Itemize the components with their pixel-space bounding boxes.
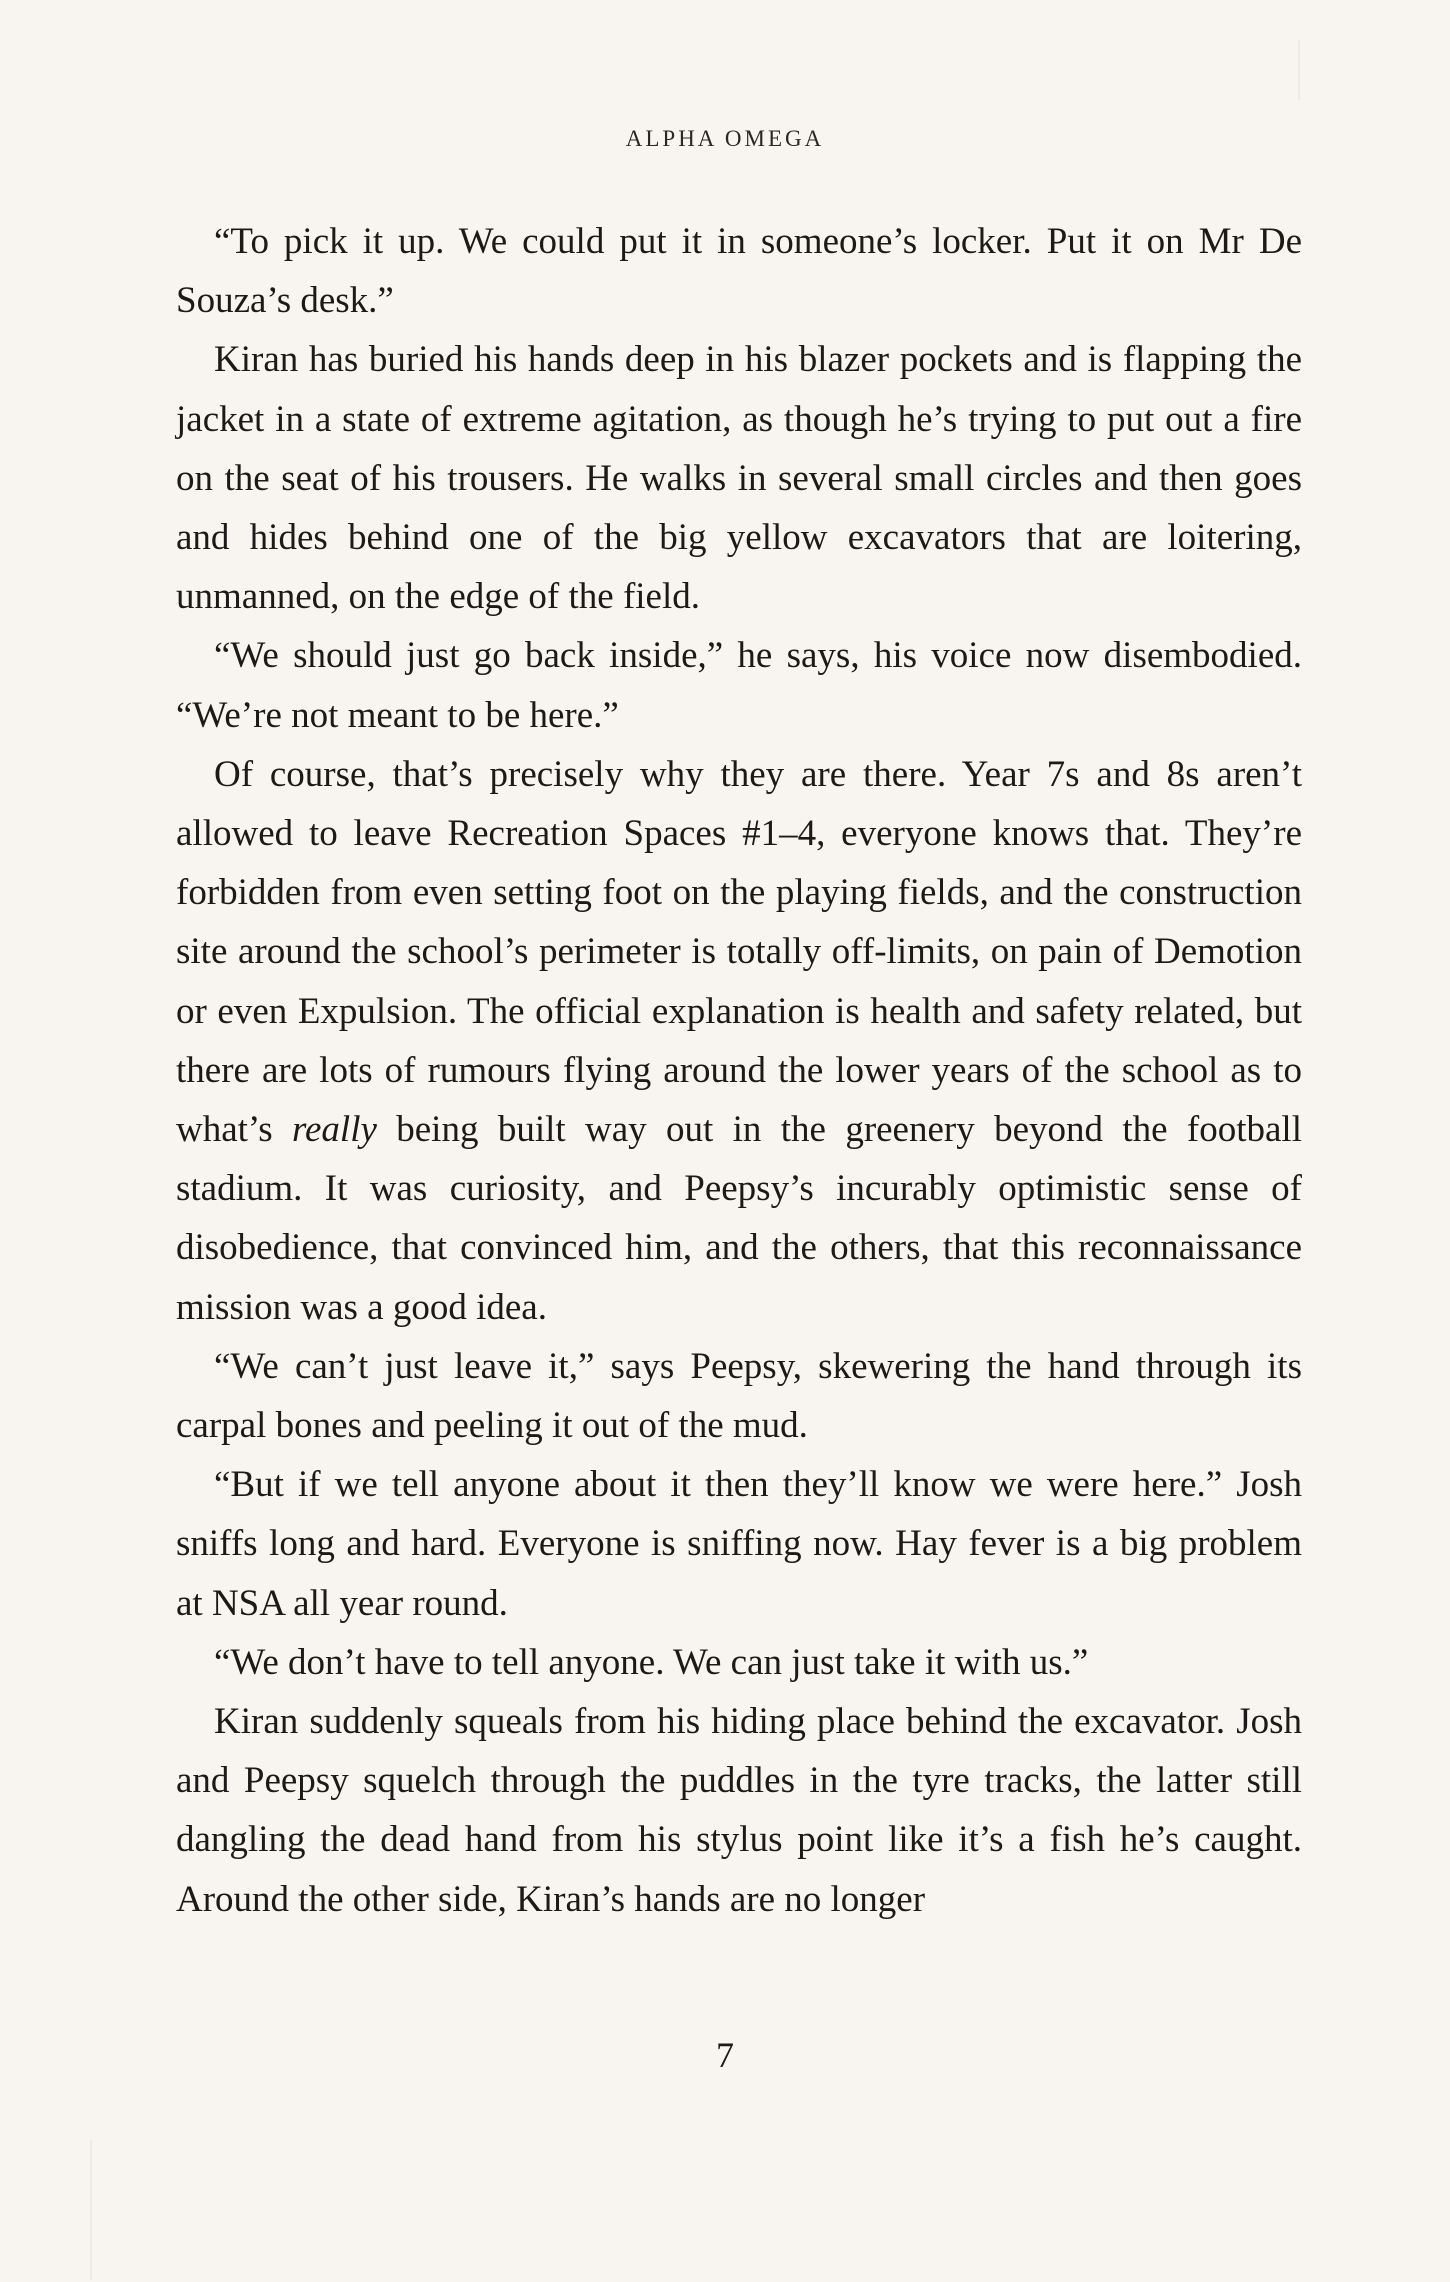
paragraph: Kiran has buried his hands deep in his blazer pockets and is flapping the jacket in a state of extreme agitation, as though he’s trying to put out a fire on the seat of his trousers. He walks in several small circles and then goes and hides behind one of the big yellow excavators that are loitering, unmanned, on the edge of the field. — [176, 339, 1302, 618]
paragraph — [176, 745, 1302, 1337]
paragraph: “But if we tell anyone about it then they’ll know we were here.” Josh sniffs long and hard. Everyone is sniffing now. Hay fever is a big problem at NSA all year round. — [176, 1464, 1302, 1624]
paragraph: “To pick it up. We could put it in someone’s locker. Put it on Mr De Souza’s desk.” — [176, 221, 1302, 322]
paragraph-text: Of course, that’s precisely why they are there. Year 7s and 8s aren’t allowed to leave Recreation Spaces #1–4, everyone knows that. They’re forbidden from even setting foot on the playing fields, and the construction site around the school’s perimeter is totally off-limits, on pain of Demotion or even Expulsion. The official explanation is health and safety related, but there are lots of rumours flying around the lower years of the school as to what’s — [176, 753, 1302, 1151]
paragraph: “We don’t have to tell anyone. We can just take it with us.” — [214, 1641, 1089, 1683]
scan-artifact-line — [90, 2140, 92, 2280]
page-number: 7 — [716, 2035, 734, 2075]
paragraph: “We should just go back inside,” he says, his voice now disembodied. “We’re not meant to be here.” — [176, 635, 1302, 736]
paragraph: “We can’t just leave it,” says Peepsy, skewering the hand through its carpal bones and peeling it out of the mud. — [176, 1345, 1302, 1447]
scan-artifact-line — [1298, 40, 1300, 100]
running-head: ALPHA OMEGA — [625, 126, 825, 151]
paragraph: Kiran suddenly squeals from his hiding place behind the excavator. Josh and Peepsy squelch through the puddles in the tyre tracks, the latter still dangling the dead hand from his stylus point like it’s a fish he’s caught. Around the other side, Kiran’s hands are no longer — [176, 1701, 1302, 1920]
emphasis-text: really — [291, 1109, 377, 1151]
paragraph-text: being built way out in the greenery beyond the football stadium. It was curiosity, and Peepsy’s incurably optimistic sense of disobedience, that convinced him, and the others, that this reconnaissance mission was a good idea. — [176, 1109, 1302, 1328]
body-text — [176, 212, 1302, 1929]
